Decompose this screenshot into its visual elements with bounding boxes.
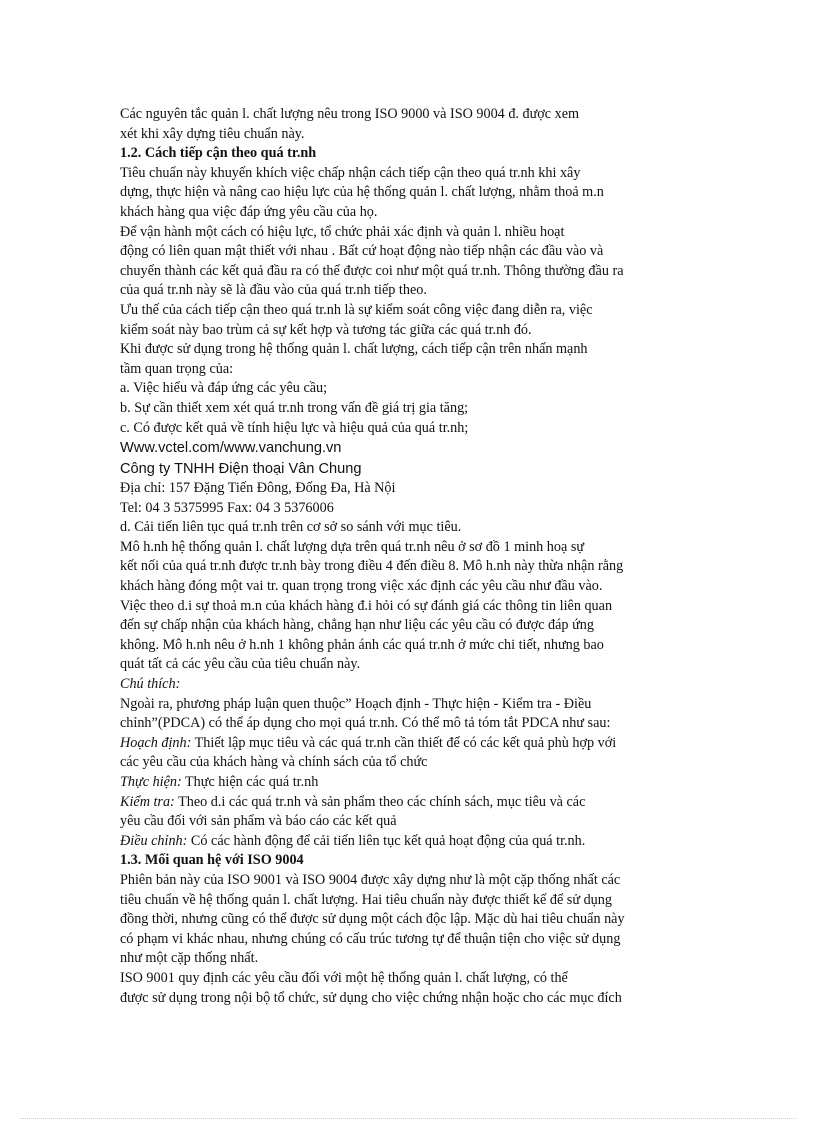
- body-text-line: Ưu thế của cách tiếp cận theo quá tr.nh là sự kiểm soát công việc đang diễn ra, việc: [120, 301, 593, 318]
- body-text-line: d. Cải tiến liên tục quá tr.nh trên cơ sở so sánh với mục tiêu.: [120, 519, 462, 536]
- body-text-line: chỉnh”(PDCA) có thể áp dụng cho mọi quá tr.nh. Có thể mô tả tóm tắt PDCA như sau:: [120, 715, 611, 732]
- body-text-line: Việc theo d.i sự thoả m.n của khách hàng đ.i hỏi có sự đánh giá các thông tin liên quan: [120, 597, 613, 614]
- body-text-line: như một cặp thống nhất.: [120, 950, 259, 967]
- body-text-line: Khi được sử dụng trong hệ thống quản l. chất lượng, cách tiếp cận trên nhấn mạnh: [120, 341, 588, 358]
- body-text-line: b. Sự cần thiết xem xét quá tr.nh trong vấn đề giá trị gia tăng;: [120, 399, 469, 416]
- body-text-line: [120, 734, 695, 754]
- body-text-line: Địa chỉ: 157 Đặng Tiến Đông, Đống Đa, Hà Nội: [120, 480, 396, 497]
- section-heading: 1.3. Mối quan hệ với ISO 9004: [120, 852, 304, 869]
- body-text-line: yêu cầu đối với sản phẩm và báo cáo các kết quả: [120, 813, 397, 830]
- company-info-line: Www.vctel.com/www.vanchung.vn: [120, 440, 342, 457]
- term-description: Có các hành động để cải tiến liên tục kết quả hoạt động của quá tr.nh.: [187, 832, 586, 849]
- body-text-line: Tel: 04 3 5375995 Fax: 04 3 5376006: [120, 499, 334, 516]
- body-text-line: được sử dụng trong nội bộ tổ chức, sử dụng cho việc chứng nhận hoặc cho các mục đích: [120, 989, 622, 1006]
- body-text-line: đồng thời, nhưng cũng có thể được sử dụng một cách độc lập. Mặc dù hai tiêu chuẩn này: [120, 911, 625, 928]
- company-info-line: Công ty TNHH Điện thoại Vân Chung: [120, 460, 362, 477]
- body-text-line: khách hàng qua việc đáp ứng yêu cầu của họ.: [120, 203, 378, 220]
- body-text-line: [120, 832, 695, 852]
- body-text-line: [120, 793, 695, 813]
- body-text-line: Các nguyên tắc quản l. chất lượng nêu trong ISO 9000 và ISO 9004 đ. được xem: [120, 106, 580, 122]
- page-bottom-rule: [20, 1118, 796, 1119]
- body-text-line: Ngoài ra, phương pháp luận quen thuộc” Hoạch định - Thực hiện - Kiểm tra - Điều: [120, 695, 592, 712]
- body-text-line: ISO 9001 quy định các yêu cầu đối với một hệ thống quản l. chất lượng, có thể: [120, 969, 568, 986]
- body-text-line: Tiêu chuẩn này khuyến khích việc chấp nhận cách tiếp cận theo quá tr.nh khi xây: [120, 164, 581, 181]
- body-text-line: quát tất cả các yêu cầu của tiêu chuẩn này.: [120, 656, 361, 673]
- body-text-line: đến sự chấp nhận của khách hàng, chẳng hạn như liệu các yêu cầu có được đáp ứng: [120, 617, 594, 634]
- body-text-line: động có liên quan mật thiết với nhau . Bất cứ hoạt động nào tiếp nhận các đầu vào và: [120, 243, 604, 260]
- body-text-line: dựng, thực hiện và nâng cao hiệu lực của hệ thống quản l. chất lượng, nhằm thoả m.n: [120, 184, 604, 201]
- body-text-line: Phiên bản này của ISO 9001 và ISO 9004 được xây dựng như là một cặp thống nhất các: [120, 871, 621, 888]
- body-text-line: kết nối của quá tr.nh được tr.nh bày trong điều 4 đến điều 8. Mô h.nh này thừa nhận rằng: [120, 558, 624, 575]
- term-description: Thực hiện các quá tr.nh: [181, 774, 319, 790]
- body-text-line: có phạm vi khác nhau, nhưng chúng có cấu trúc tương tự để thuận tiện cho việc sử dụng: [120, 930, 621, 947]
- section-heading: 1.2. Cách tiếp cận theo quá tr.nh: [120, 145, 317, 162]
- body-text-line: Mô h.nh hệ thống quản l. chất lượng dựa trên quá tr.nh nêu ở sơ đồ 1 minh hoạ sự: [120, 538, 585, 555]
- body-text-line: [120, 773, 695, 793]
- term-label: Điều chỉnh:: [120, 832, 188, 849]
- body-text-line: a. Việc hiểu và đáp ứng các yêu cầu;: [120, 380, 328, 397]
- document-body: [120, 105, 695, 1008]
- body-text-line: của quá tr.nh này sẽ là đầu vào của quá tr.nh tiếp theo.: [120, 282, 427, 299]
- body-text-line: kiểm soát này bao trùm cả sự kết hợp và tương tác giữa các quá tr.nh đó.: [120, 321, 532, 338]
- body-text-line: chuyển thành các kết quả đầu ra có thể được coi như một quá tr.nh. Thông thường đầu ra: [120, 262, 624, 279]
- term-label: Hoạch định:: [120, 734, 192, 751]
- body-text-line: c. Có được kết quả về tính hiệu lực và hiệu quả của quá tr.nh;: [120, 419, 469, 436]
- body-text-line: các yêu cầu của khách hàng và chính sách của tổ chức: [120, 754, 428, 771]
- term-description: Thiết lập mục tiêu và các quá tr.nh cần thiết để có các kết quả phù hợp với: [191, 734, 617, 751]
- body-text-line: khách hàng đóng một vai tr. quan trọng trong việc xác định các yêu cầu như đầu vào.: [120, 578, 603, 595]
- body-text-line: Để vận hành một cách có hiệu lực, tổ chức phải xác định và quản l. nhiều hoạt: [120, 223, 565, 240]
- term-label: Thực hiện:: [120, 774, 182, 790]
- term-label: Kiểm tra:: [120, 793, 175, 810]
- body-text-line: không. Mô h.nh nêu ở h.nh 1 không phản ánh các quá tr.nh ở mức chi tiết, nhưng bao: [120, 636, 604, 653]
- body-text-line: tiêu chuẩn về hệ thống quản l. chất lượng. Hai tiêu chuẩn này được thiết kế để sử dụng: [120, 891, 612, 908]
- body-text-line: xét khi xây dựng tiêu chuẩn này.: [120, 125, 305, 142]
- term-description: Theo d.i các quá tr.nh và sản phẩm theo các chính sách, mục tiêu và các: [174, 793, 586, 810]
- note-label: Chú thích:: [120, 676, 181, 693]
- body-text-line: tầm quan trọng của:: [120, 360, 234, 377]
